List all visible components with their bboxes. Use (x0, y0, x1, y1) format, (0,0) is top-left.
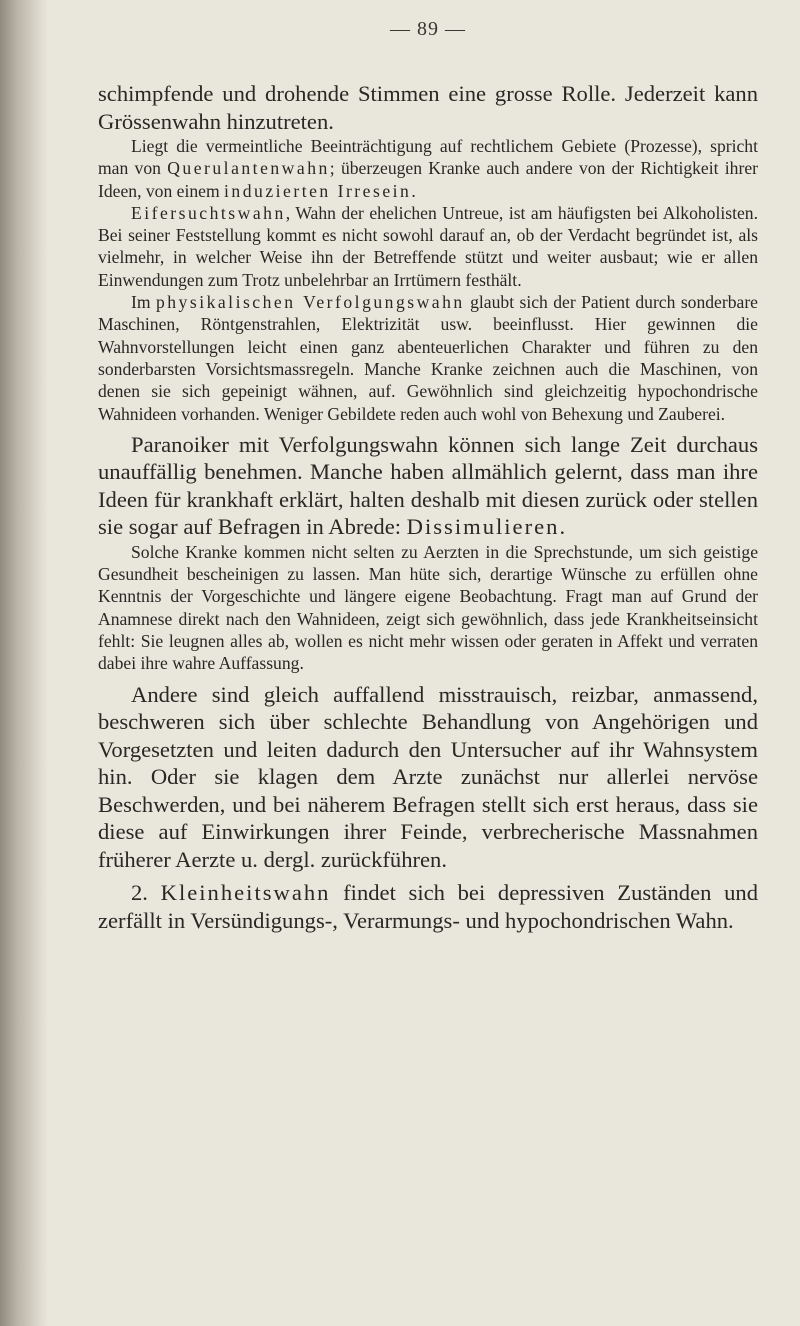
paragraph (98, 135, 758, 202)
text-run: Im (131, 292, 156, 313)
paragraph (98, 431, 758, 541)
text-run: schimpfende und drohende Stimmen eine grosse Rolle. Jederzeit kann Grössenwahn hinzutreten. (98, 81, 758, 134)
text-run: , Wahn der ehelichen Untreue, ist am häufigsten bei Alkoholisten. Bei seiner Feststellung kommt es nicht sowohl darauf an, ob der Verdacht begründet ist, als vielmehr, in welcher Weise ihn der Betreffende stützt und weiter ausbaut; wie er allen Einwendungen zum Trotz unbelehrbar an Irrtümern festhält. (98, 202, 758, 290)
text-run: . (411, 180, 416, 201)
text-run: . (559, 514, 566, 540)
paragraph (98, 681, 758, 874)
text-run: ; überzeugen Kranke auch andere von der Richtigkeit ihrer Ideen, von einem (98, 158, 758, 201)
page-number: — 89 — (390, 18, 466, 40)
paragraph (98, 291, 758, 425)
spaced-term: induzierten Irresein (224, 180, 412, 201)
text-run: Paranoiker mit Verfolgungswahn können sich lange Zeit durchaus unauffällig benehmen. Manche haben allmählich gelernt, dass man ihre Ideen für krankhaft erklärt, halten deshalb mit diesen zurück oder stellen sie sogar auf Befragen in Abrede: (98, 431, 758, 540)
spaced-term: physikalischen Verfolgungswahn (155, 292, 465, 313)
paragraph (98, 879, 758, 934)
text-run: Andere sind gleich auffallend misstrauisch, reizbar, anmassend, beschweren sich über schlechte Behandlung von Angehörigen und Vorgesetzten und leiten dadurch den Untersucher auf ihr Wahnsystem hin. Oder sie klagen dem Arzte zunächst nur allerlei nervöse Beschwerden, und bei näherem Befragen stellt sich erst heraus, dass sie diese auf Einwirkungen ihrer Feinde, verbrecherische Massnahmen früherer Aerzte u. dergl. zurückführen. (98, 681, 758, 872)
paragraph (98, 80, 758, 135)
text-run: Solche Kranke kommen nicht selten zu Aerzten in die Sprechstunde, um sich geistige Gesundheit bescheinigen zu lassen. Man hüte sich, derartige Wünsche zu erfüllen ohne Kenntnis der Vorgeschichte und längere eigene Beobachtung. Fragt man auf Grund der Anamnese direkt nach den Wahnideen, zeigt sich gewöhnlich, dass jede Krankheitseinsicht fehlt: Sie leugnen alles ab, wollen es nicht mehr wissen oder geraten in Affekt und verraten dabei ihre wahre Auffassung. (98, 541, 758, 674)
body-text (98, 80, 758, 934)
book-page (98, 18, 758, 934)
spaced-term: Eifersuchtswahn (131, 202, 286, 223)
text-run: findet sich bei depressiven Zuständen und zerfällt in Versündigungs-, Verarmungs- und hypochondrischen Wahn. (98, 880, 758, 933)
text-run: glaubt sich der Patient durch sonderbare Maschinen, Röntgenstrahlen, Elektrizität usw. beeinflusst. Hier gewinnen die Wahnvorstellungen leicht einen ganz abenteuerlichen Charakter und führen zu den sonderbarsten Vorsichtsmassregeln. Manche Kranke zeichnen auch die Maschinen, von denen sie sich gepeinigt wähnen, auf. Gewöhnlich sind gleichzeitig hypochondrische Wahnideen vorhanden. Weniger Gebildete reden auch wohl von Behexung und Zauberei. (98, 292, 758, 424)
paragraph (98, 202, 758, 291)
text-run: 2. (131, 880, 161, 906)
spaced-term: Dissimulieren (406, 514, 560, 540)
text-run: Liegt die vermeintliche Beeinträchtigung auf rechtlichem Gebiete (Prozesse), spricht man von (98, 136, 758, 179)
spaced-term: Kleinheitswahn (160, 880, 331, 906)
spaced-term: Querulantenwahn (167, 158, 330, 179)
paragraph (98, 541, 758, 675)
page-edge-shadow (0, 0, 48, 1326)
